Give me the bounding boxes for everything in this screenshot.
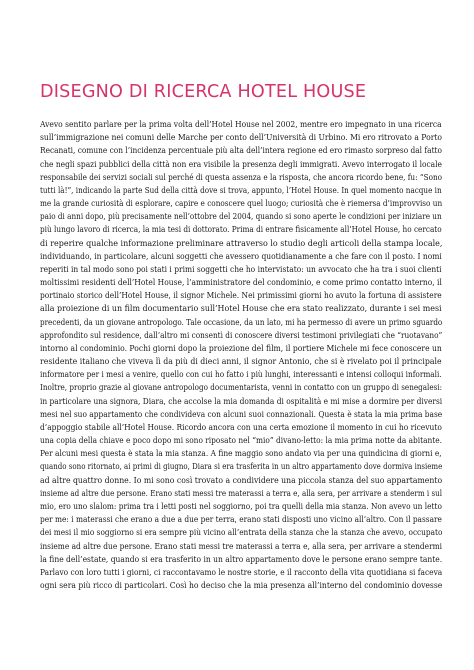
- body-line: reperiti in tal modo sono poi stati i primi soggetti che ho intervistato: un avvocato che ha tra i suoi clienti: [40, 264, 442, 274]
- body-line: mio, ero uno slalom: prima tra i letti posti nel soggiorno, poi tra quelli della mia stanza. Non avevo un letto: [40, 501, 442, 511]
- body-line: insieme ad altre due persone. Erano stati messi tre materassi a terra e, alla sera, per arrivare a stenderm i sul: [40, 488, 443, 498]
- document-body: [40, 118, 442, 592]
- body-line: Recanati, comune con l’incidenza percentuale più alta dell’intera regione ed ero rimasto sorpreso dal fatto: [40, 146, 442, 156]
- body-line: informatore per i mesi a venire, quello con cui ho fatto i più lunghi, interessanti e intensi colloqui informali.: [40, 370, 442, 380]
- body-line: sull’immigrazione nei comuni delle Marche per conto dell’Università di Urbino. Mi ero ritrovato a Porto: [40, 133, 443, 143]
- body-line: per me: i materassi che erano a due a due per terra, erano stati disposti uno vicino all’altro. Con il passare: [40, 515, 442, 525]
- document-title: DISEGNO DI RICERCA HOTEL HOUSE: [40, 82, 367, 102]
- body-line: residente italiano che viveva lì da più di dieci anni, il signor Antonio, che si è rivelato poi il principale: [40, 357, 442, 367]
- body-line: individuando, in particolare, alcuni soggetti che avessero quotidianamente a che fare con il posto. I nomi: [40, 251, 442, 261]
- body-line: precedenti, da un giovane antropologo. Tale occasione, da un lato, mi ha permesso di avere un primo sguardo: [40, 317, 443, 327]
- body-line: Per alcuni mesi questa è stata la mia stanza. A fine maggio sono andato via per una quindicina di giorni e,: [40, 449, 442, 459]
- body-line: mesi nel suo appartamento che condivideva con alcuni suoi connazionali. Questa è stata la mia prima base: [40, 409, 443, 419]
- body-line: paio di anni dopo, più precisamente nell’ottobre del 2004, quando si sono aperte le condizioni per iniziare un: [40, 212, 442, 222]
- body-line: Avevo sentito parlare per la prima volta dell’Hotel House nel 2002, mentre ero impegnato in una ricerca: [40, 120, 442, 129]
- body-line: che negli spazi pubblici della città non era visibile la presenza degli immigrati. Avevo interrogato il locale: [40, 159, 442, 169]
- body-line: dei mesi il mio soggiorno si era sempre più vicino all’entrata della stanza che la stanza che avevo, occupato: [40, 528, 443, 538]
- body-line: insieme ad altre due persone. Erano stati messi tre materassi a terra e, alla sera, per arrivare a stendermi: [40, 541, 443, 551]
- body-line: responsabile dei servizi sociali sul perché di questa assenza e la risposta, che ancora ricordo bene, fu: “Sono: [40, 172, 443, 182]
- body-line: approfondito sul residence, dall’altro mi consentì di conoscere diversi testimoni privilegiati che “ruotavano”: [40, 330, 443, 340]
- body-line: portinaio storico dell’Hotel House, il signor Michele. Nei primissimi giorni ho avuto la fortuna di assistere: [40, 291, 442, 301]
- body-line: ad altre quattro donne. Io mi sono così trovato a condividere una piccola stanza del suo appartamento: [40, 475, 443, 485]
- body-line: ogni sera più ricco di particolari. Così ho deciso che la mia presenza all’interno del condominio dovesse: [40, 581, 443, 591]
- body-line: quando sono ritornato, ai primi di giugno, Diara si era trasferita in un altro appartamento dove dormiva insieme: [40, 462, 443, 472]
- body-line: me la grande curiosità di esplorare, capire e conoscere quel luogo; curiosità che è riemersa d’improvviso un: [40, 199, 443, 209]
- body-line: in particolare una signora, Diara, che accolse la mia domanda di ospitalità e mi mise a dormire per diversi: [40, 396, 443, 406]
- body-line: d’appoggio stabile all’Hotel House. Ricordo ancora con una certa emozione il momento in cui ho ricevuto: [40, 422, 442, 432]
- body-line: una copia della chiave e poco dopo mi sono riposato nel “mio” divano-letto: la mia prima notte da abitante.: [40, 436, 443, 446]
- body-line: intorno al condominio. Pochi giorni dopo la proiezione del film, il portiere Michele mi fece conoscere un: [40, 343, 442, 353]
- body-line: Parlavo con loro tutti i giorni, ci raccontavamo le nostre storie, e il racconto della vita quotidiana si faceva: [40, 567, 443, 577]
- body-line: alla proiezione di un film documentario sull’Hotel House che era stato realizzato, durante i sei mesi: [40, 304, 442, 314]
- body-line: moltissimi residenti dell’Hotel House, l’amministratore del condominio, e come primo contatto interno, il: [40, 278, 442, 288]
- body-line: tutti là!”, indicando la parte Sud della città dove si trova, appunto, l’Hotel House. In quel momento nacque in: [40, 185, 442, 195]
- body-line: più lungo lavoro di ricerca, la mia tesi di dottorato. Prima di entrare fisicamente all’Hotel House, ho cercato: [40, 225, 442, 235]
- body-line: la fine dell’estate, quando si era trasferito in un altro appartamento dove le persone erano sempre tante.: [40, 554, 443, 564]
- body-line: Inoltre, proprio grazie al giovane antropologo documentarista, venni in contatto con un gruppo di senegalesi:: [40, 383, 443, 393]
- body-line: di reperire qualche informazione preliminare attraverso lo studio degli articoli della stampa locale,: [40, 238, 443, 248]
